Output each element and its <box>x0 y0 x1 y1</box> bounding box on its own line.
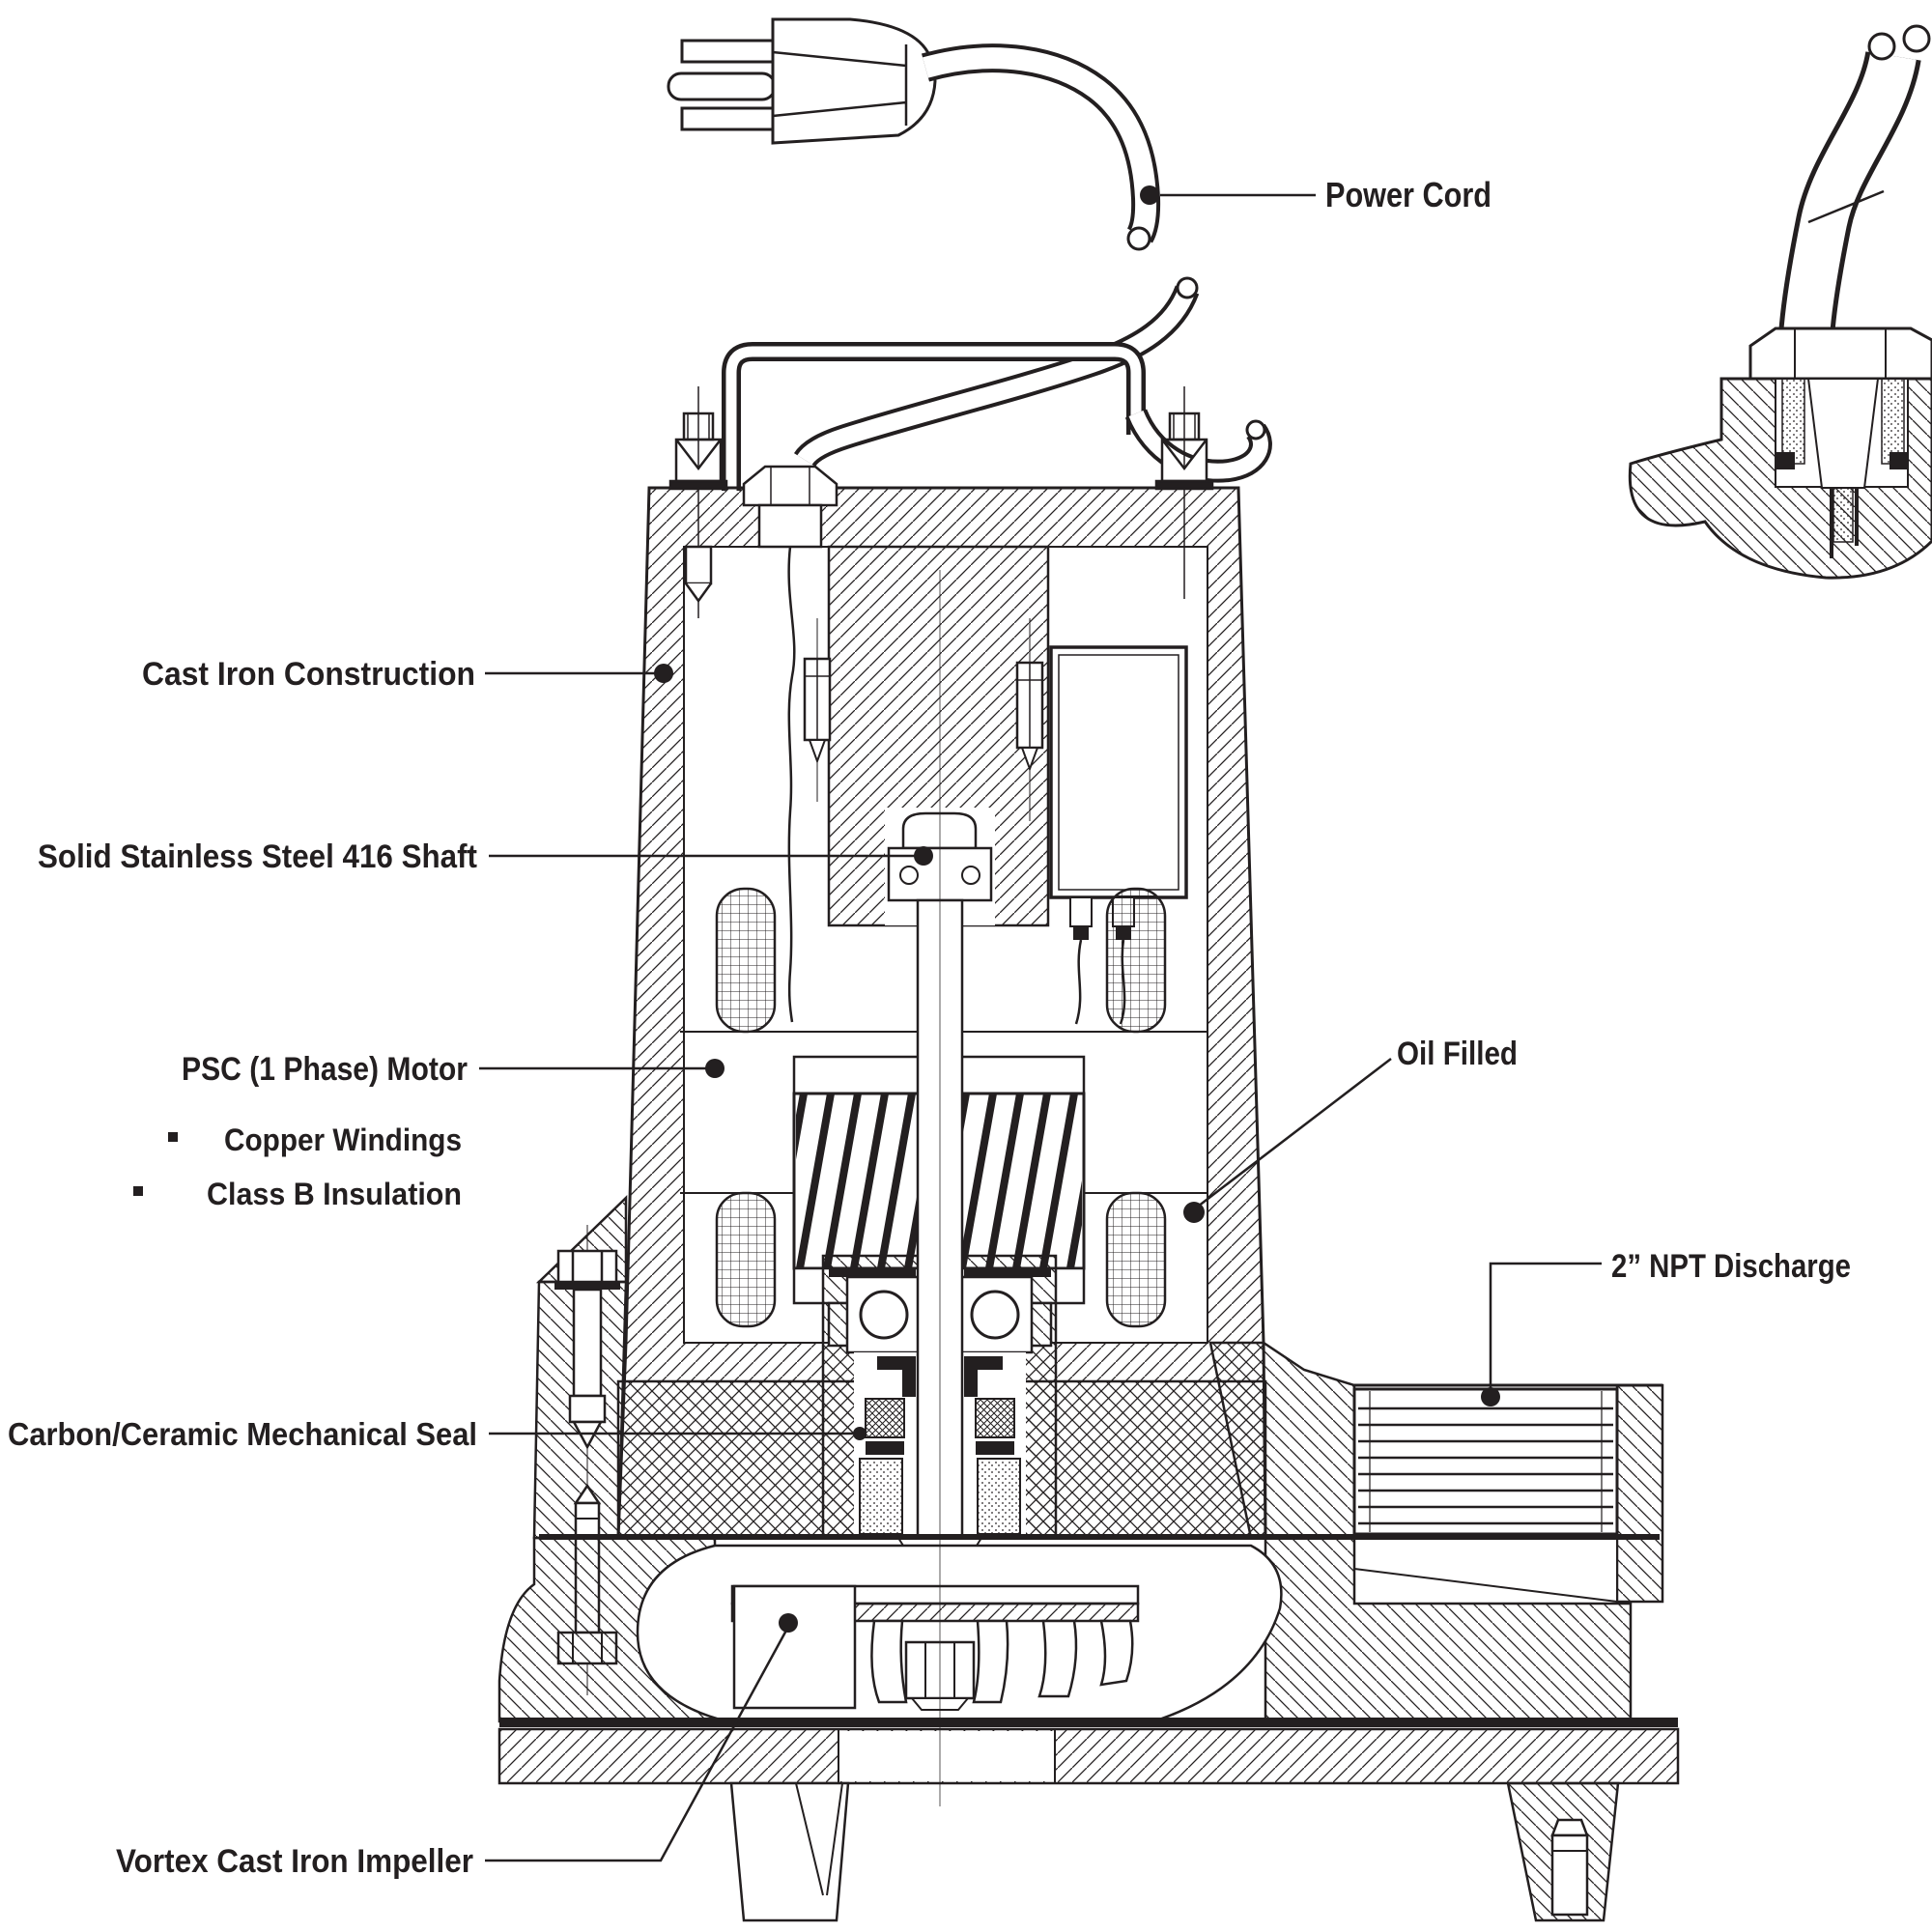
discharge-flange <box>1617 1385 1662 1602</box>
stator-winding <box>1107 1193 1165 1326</box>
label-impeller: Vortex Cast Iron Impeller <box>116 1843 473 1880</box>
label-shaft: Solid Stainless Steel 416 Shaft <box>38 838 477 875</box>
cord-conductor-end <box>1904 26 1929 51</box>
cord-gland-nut <box>744 467 837 505</box>
cord-gland-body <box>759 505 821 547</box>
label-motor-bullet-2: Class B Insulation <box>207 1177 462 1211</box>
label-oil-filled: Oil Filled <box>1397 1036 1518 1072</box>
label-seal: Carbon/Ceramic Mechanical Seal <box>8 1416 477 1452</box>
bullet-square-icon <box>133 1186 143 1196</box>
left-leg <box>731 1783 848 1920</box>
cord-entry-detail-inset <box>1630 26 1932 578</box>
suction-plate <box>499 1729 1678 1783</box>
stator-winding <box>1107 889 1165 1032</box>
label-power-cord: Power Cord <box>1325 175 1492 214</box>
seal-carbon-ring <box>860 1459 902 1534</box>
base-and-legs <box>499 1718 1678 1920</box>
plug-body <box>773 19 935 143</box>
plug-prong-bottom <box>682 108 775 129</box>
leader-power-cord <box>1140 185 1316 205</box>
cord-conductor-end <box>1869 34 1894 59</box>
label-cast-iron: Cast Iron Construction <box>142 656 475 693</box>
stator-winding <box>717 1193 775 1326</box>
plug-prong-top <box>682 41 775 62</box>
label-discharge: 2” NPT Discharge <box>1611 1248 1851 1285</box>
detail-gland-nut <box>1750 328 1932 379</box>
power-plug-drawing <box>668 19 935 143</box>
flange-bolt-head <box>558 1251 616 1282</box>
capacitor-box <box>1051 647 1186 897</box>
stator-winding <box>717 889 775 1032</box>
plug-prong-ground <box>668 73 775 99</box>
seal-ceramic-ring <box>978 1459 1020 1534</box>
discharge-bore <box>1354 1389 1617 1534</box>
bullet-square-icon <box>168 1132 178 1142</box>
label-motor: PSC (1 Phase) Motor <box>182 1051 468 1088</box>
label-motor-bullet-1: Copper Windings <box>224 1122 462 1157</box>
leg-bolt <box>1552 1835 1587 1915</box>
